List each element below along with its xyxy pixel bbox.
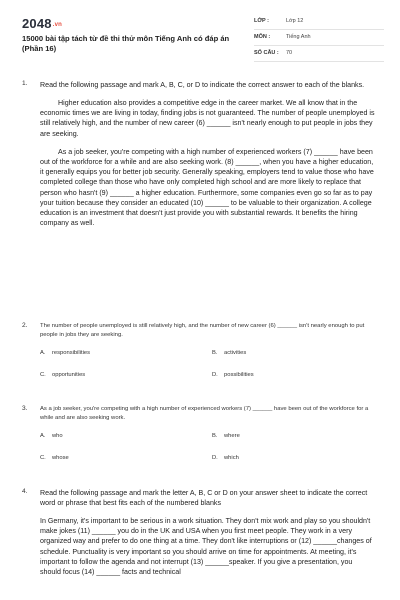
option-d[interactable]: D. possibilities: [212, 372, 254, 378]
meta-value: Tiếng Anh: [286, 34, 311, 40]
question-text: The number of people unemployed is still relatively high, and the number of new career (6) ______ isn't nearly enough to put people in jobs they are seeking.: [40, 323, 365, 338]
passage-paragraph: As a job seeker, you're competing with a high number of experienced workers (7) ______ have been out of the workforce for a while and are also seeking work. (8) ______, when you have a higher education, it generally equips you for better job security. Generally speaking, employers tend to value those who have completed college than those who have only completed high school and are more likely to replace that person who hasn't (9) ______ a higher education. Furthermore, some companies even go so far as to pay your tuition because they consider an educated (10) ______ to be valuable to their organization. A college education is an investment that doesn't just provide you with substantial rewards. It benefits the hiring company as well.: [40, 147, 374, 228]
answer-options: [40, 433, 375, 477]
meta-key: MÔN :: [254, 34, 271, 40]
passage: [40, 516, 375, 577]
option-c[interactable]: C. whose: [40, 455, 69, 461]
question-instruction: Read the following passage and mark the letter A, B, C or D on your answer sheet to indicate the correct word or phrase that best fits each of the numbered blanks: [40, 489, 368, 507]
question-body: [40, 488, 375, 585]
question-number: 4.: [22, 488, 28, 495]
page-title: 15000 bài tập tách từ đề thi thử môn Tiếng Anh có đáp án (Phần 16): [22, 34, 230, 53]
meta-key: SỐ CÂU :: [254, 50, 279, 56]
option-c[interactable]: C. opportunities: [40, 372, 86, 378]
site-logo[interactable]: [22, 16, 62, 31]
question-body: [40, 322, 375, 394]
question-number: 2.: [22, 322, 28, 329]
option-a[interactable]: A. who: [40, 433, 63, 439]
meta-table: [254, 14, 384, 62]
meta-value: Lớp 12: [286, 18, 304, 24]
question-text: As a job seeker, you're competing with a high number of experienced workers (7) ______ have been out of the workforce for a while and are also seeking work.: [40, 406, 369, 421]
meta-row-class: [254, 14, 384, 30]
answer-options: [40, 350, 375, 394]
meta-row-subject: [254, 30, 384, 46]
question-instruction: Read the following passage and mark A, B, C, or D to indicate the correct answer to each of the blanks.: [40, 81, 365, 89]
question-body: [40, 405, 375, 477]
option-d[interactable]: D. which: [212, 455, 239, 461]
header: [0, 0, 400, 62]
question-body: [40, 80, 375, 236]
passage: [40, 98, 375, 228]
meta-row-count: [254, 46, 384, 62]
option-b[interactable]: B. activities: [212, 350, 247, 356]
meta-value: 70: [286, 50, 293, 56]
question-number: 3.: [22, 405, 28, 412]
passage-paragraph: Higher education also provides a competitive edge in the career market. We all know that in the economic times we are living in today, finding jobs is not guaranteed. The number of people unemployed is still relatively high, and the number of new career (6) ______ isn't nearly enough to put people in jobs they are seeking.: [40, 99, 375, 138]
question-number: 1.: [22, 80, 28, 87]
meta-key: LỚP :: [254, 18, 269, 24]
option-b[interactable]: B. where: [212, 433, 240, 439]
option-a[interactable]: A. responsibilities: [40, 350, 91, 356]
logo-text: 2048: [22, 16, 52, 31]
logo-suffix: .vn: [52, 21, 63, 28]
passage-paragraph: In Germany, it's important to be serious in a work situation. They don't mix work and play so you shouldn't make jokes (11) ______ you do in the UK and USA when you first meet people. They work in a very organized way and prefer to do one thing at a time. They don't like interruptions or (12) ______changes of schedule. Punctuality is very important so you should arrive on time for appointments. At meeting, it's important to follow the agenda and not interrupt (13) ______speaker. If you give a presentation, you should focus (14) ______ facts and technical: [40, 517, 372, 577]
